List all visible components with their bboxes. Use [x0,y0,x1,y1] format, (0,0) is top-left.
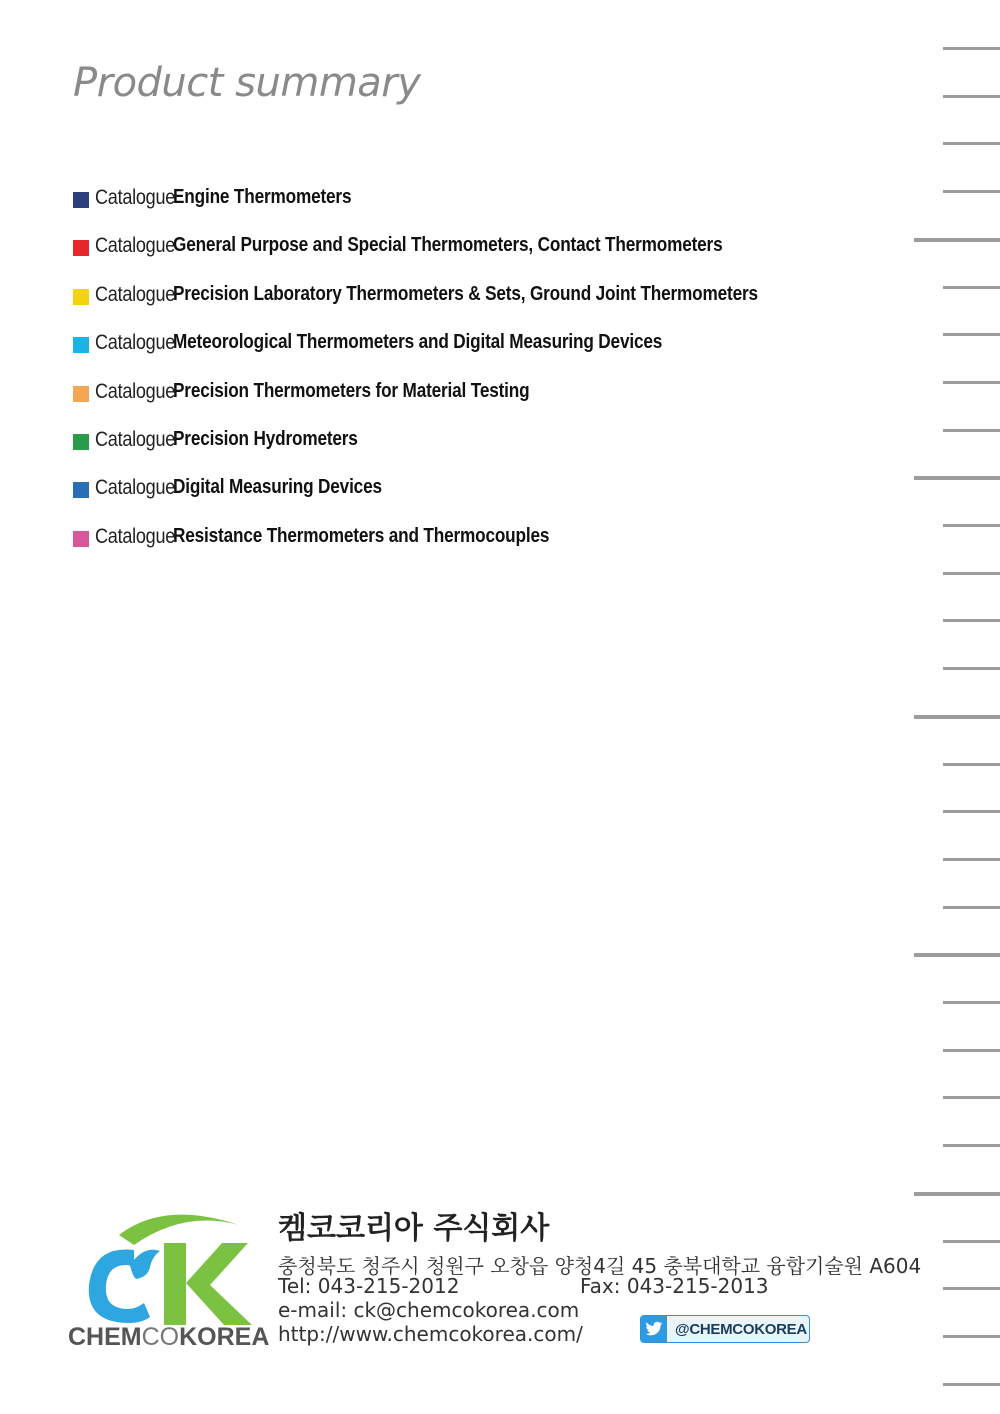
tel: Tel: 043-215-2012 [278,1274,460,1298]
catalogue-item[interactable] [73,234,853,282]
ruler-tick-short [943,1096,1000,1099]
catalogue-name: Digital Measuring Devices [173,476,382,499]
ruler-tick-short [943,763,1000,766]
catalogue-name: Precision Laboratory Thermometers & Sets, Ground Joint Thermometers [173,282,758,305]
twitter-handle: @CHEMCOKOREA [675,1320,807,1338]
ruler-tick-short [943,572,1000,575]
catalogue-name: Resistance Thermometers and Thermocouples [173,524,550,547]
address: 충청북도 청주시 청원구 오창읍 양청4길 45 충북대학교 융합기술원 A604 [278,1254,922,1278]
catalogue-prefix: Catalogue [95,234,176,258]
ruler-tick-short [943,524,1000,527]
ruler-tick-short [943,906,1000,909]
catalogue-name: Engine Thermometers [173,186,352,208]
email-link[interactable]: e-mail: ck@chemcokorea.com [278,1298,580,1322]
color-swatch [73,386,89,402]
color-swatch [73,192,89,208]
catalogue-item[interactable] [73,476,853,524]
ruler-tick-short [943,810,1000,813]
catalogue-prefix: Catalogue [95,476,176,500]
color-swatch [73,240,89,256]
company-name: 켐코코리아 주식회사 [278,1211,550,1246]
ruler-tick-short [943,429,1000,432]
ruler-tick-short [943,95,1000,98]
catalogue-prefix: Catalogue [95,379,176,403]
website-link[interactable]: http://www.chemcokorea.com/ [278,1322,583,1346]
catalogue-item[interactable] [73,380,853,428]
catalogue-item[interactable] [73,525,853,573]
catalogue-prefix: Catalogue [95,282,176,306]
ruler-tick-short [943,333,1000,336]
catalogue-prefix: Catalogue [95,331,176,355]
ruler-tick-long [914,238,1000,242]
ruler-tick-short [943,619,1000,622]
color-swatch [73,337,89,353]
catalogue-item[interactable] [73,283,853,331]
logo-wordmark [68,1323,269,1352]
catalogue-item[interactable] [73,331,853,379]
ruler-tick-short [943,1001,1000,1004]
catalogue-name: Precision Thermometers for Material Testing [173,379,530,402]
ruler-tick-long [914,715,1000,719]
color-swatch [73,289,89,305]
logo-text-chem: CHEM [68,1323,142,1351]
fax: Fax: 043-215-2013 [580,1274,769,1298]
logo-text-korea: KOREA [179,1323,270,1351]
catalogue-prefix: Catalogue [95,427,176,451]
color-swatch [73,531,89,547]
color-swatch [73,482,89,498]
ruler-tick-short [943,142,1000,145]
footer [0,1195,1000,1395]
catalogue-prefix: Catalogue [95,524,176,548]
ruler-tick-short [943,858,1000,861]
catalogue-item[interactable] [73,428,853,476]
catalogue-name: Precision Hydrometers [173,427,358,450]
ruler-tick-short [943,190,1000,193]
ruler-tick-short [943,286,1000,289]
ruler-tick-short [943,47,1000,50]
page-title: Product summary [73,60,421,106]
twitter-bird-icon [641,1316,667,1342]
catalogue-name: General Purpose and Special Thermometers, Contact Thermometers [173,234,723,257]
ruler-tick-long [914,476,1000,480]
ruler-tick-short [943,381,1000,384]
logo-text-co: CO [141,1323,180,1351]
ruler-tick-long [914,953,1000,957]
catalogue-item[interactable] [73,186,853,234]
color-swatch [73,434,89,450]
ruler-tick-short [943,1144,1000,1147]
catalogue-prefix: Catalogue [95,186,176,209]
catalogue-list [73,186,853,573]
ruler-tick-short [943,667,1000,670]
catalogue-name: Meteorological Thermometers and Digital Measuring Devices [173,331,663,354]
ruler-tick-short [943,1049,1000,1052]
twitter-badge[interactable] [640,1315,810,1343]
